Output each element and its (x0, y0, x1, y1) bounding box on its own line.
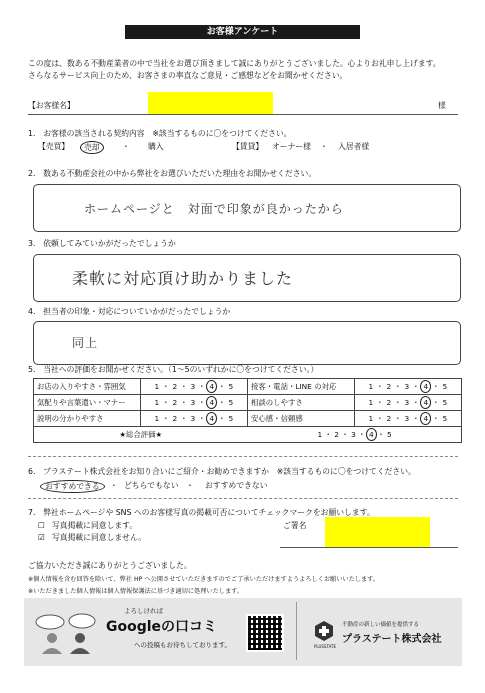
q7-checkbox-2[interactable]: ☑ (38, 533, 45, 542)
rating-scale[interactable] (355, 379, 462, 395)
scale-prefix: 1 ・ 2 ・ 3 ・ (368, 414, 420, 423)
q1-rent-label: 【賃貸】 (232, 142, 264, 151)
footer-sub-text: への投稿もお待ちしております。 (134, 641, 231, 649)
scale-suffix: ・ 5 (377, 430, 392, 439)
q4-answer-box[interactable] (33, 321, 461, 365)
q2-answer: ホームページと 対面で印象が良かったから (84, 202, 344, 216)
q3-answer-box[interactable] (33, 254, 461, 302)
intro-line-2: さらなるサービス向上のため、お客さまの率直なご意見・ご感想などをお聞かせください。 (28, 71, 348, 80)
scale-suffix: ・ 5 (432, 382, 448, 391)
q3-text: 3. 依頼してみていかがだったでしょうか (28, 239, 176, 248)
q6-opt2[interactable]: どちらでもない (124, 481, 179, 490)
q1-sale-opt1[interactable]: 売却 (80, 141, 104, 154)
customer-label: 【お客様名】 (28, 101, 75, 110)
rating-row (34, 379, 462, 395)
q7-text: 7. 弊社ホームページや SNS へのお客様写真の掲載可否についてチェックマークをお願いします。 (28, 508, 375, 517)
rating-scale[interactable] (355, 411, 462, 427)
scale-prefix: 1 ・ 2 ・ 3 ・ (317, 430, 366, 439)
people-chat-icon (32, 612, 102, 654)
q1-dot-1: ・ (122, 142, 130, 151)
q7-opt2: 写真掲載に同意しません。 (52, 533, 147, 542)
rating-scale[interactable] (141, 395, 248, 411)
q4-text: 4. 担当者の印象・対応についていかがだったでしょうか (28, 307, 231, 316)
selected-rating[interactable]: 4 (420, 380, 431, 393)
q1-sale-opt2[interactable]: 購入 (148, 142, 164, 151)
scale-suffix: ・ 5 (218, 398, 234, 407)
q7-checkbox-1[interactable]: ☐ (38, 521, 45, 530)
scale-prefix: 1 ・ 2 ・ 3 ・ (154, 382, 206, 391)
q1-sale-label: 【売買】 (38, 142, 70, 151)
rating-table (33, 378, 462, 443)
scale-suffix: ・ 5 (218, 414, 234, 423)
name-underline (28, 114, 458, 115)
q4-answer: 同上 (72, 336, 99, 350)
redacted-name (148, 92, 273, 114)
q2-text: 2. 数ある不動産会社の中から弊社をお選びいただいた理由をお聞かせください。 (28, 169, 317, 178)
selected-rating[interactable]: 4 (206, 396, 217, 409)
q7-opt1: 写真掲載に同意します。 (52, 521, 138, 530)
scale-prefix: 1 ・ 2 ・ 3 ・ (154, 414, 206, 423)
q6-dot: ・ (186, 481, 194, 490)
rating-label: 気配りや言葉遣い・マナー (34, 395, 141, 411)
selected-rating[interactable]: 4 (420, 412, 431, 425)
signature-label: ご署名 (283, 521, 307, 530)
rating-label: 説明の分かりやすさ (34, 411, 141, 427)
selected-rating[interactable]: 4 (206, 380, 217, 393)
overall-label: ★総合評価★ (34, 427, 248, 443)
scale-suffix: ・ 5 (218, 382, 234, 391)
customer-suffix: 様 (438, 101, 446, 110)
google-review-banner[interactable] (24, 598, 462, 666)
q6-opt1[interactable]: おすすめできる (40, 480, 105, 493)
thanks-text: ご協力いただき誠にありがとうございました。 (28, 561, 192, 570)
logo-small-text: PLUSSTATE (314, 644, 336, 649)
q6-text: 6. プラステート株式会社をお知り合いにご紹介・お勧めできますか ※該当するものに〇をつけてください。 (28, 467, 416, 476)
note-1: ※個人情報を含む回答を除いて、弊社 HP へ公開させていただきますのでご了承いただけますようよろしくお願いいたします。 (28, 576, 380, 583)
redacted-signature (325, 517, 430, 547)
selected-rating[interactable]: 4 (206, 412, 217, 425)
overall-row (34, 427, 462, 443)
q1-text: 1. お客様の該当される契約内容 ※該当するものに〇をつけてください。 (28, 129, 292, 138)
tagline: 不動産の新しい価値を提供する (342, 622, 420, 628)
survey-title: お客様アンケート (125, 25, 360, 39)
q5-text: 5. 当社への評価をお聞かせください。（1〜5のいずれかに〇をつけてください。） (28, 365, 319, 374)
scale-prefix: 1 ・ 2 ・ 3 ・ (368, 382, 420, 391)
note-2: ※いただきました個人情報は個人情報保護法に基づき適切に処理いたします。 (28, 588, 244, 595)
selected-rating[interactable]: 4 (420, 396, 431, 409)
selected-overall-rating[interactable]: 4 (366, 428, 377, 441)
rating-scale[interactable] (355, 395, 462, 411)
google-review-title: Googleの口コミ (106, 619, 218, 635)
rating-row (34, 395, 462, 411)
scale-suffix: ・ 5 (432, 414, 448, 423)
intro-line-1: この度は、数ある不動産業者の中で当社をお選び頂きまして誠にありがとうございました。心よりお礼申し上げます。 (28, 59, 441, 68)
q1-dot-2: ・ (320, 142, 328, 151)
q3-answer: 柔軟に対応頂け助かりました (72, 269, 294, 288)
footer-divider (296, 602, 297, 660)
rating-label: 接客・電話・LINE の対応 (248, 379, 355, 395)
company-name: プラステート株式会社 (342, 634, 442, 645)
divider (28, 498, 458, 499)
qr-code[interactable] (246, 614, 284, 652)
q1-rent-opt1[interactable]: オーナー様 (272, 142, 311, 151)
plusstate-logo-icon (314, 620, 334, 642)
divider (28, 456, 458, 457)
rating-label: お店の入りやすさ・雰囲気 (34, 379, 141, 395)
rating-label: 安心感・信頼感 (248, 411, 355, 427)
rating-row (34, 411, 462, 427)
scale-prefix: 1 ・ 2 ・ 3 ・ (368, 398, 420, 407)
rating-label: 相談のしやすさ (248, 395, 355, 411)
footer-small-text: よろしければ (124, 607, 163, 615)
q2-answer-box[interactable] (33, 184, 461, 232)
overall-scale[interactable] (248, 427, 462, 443)
q6-dot: ・ (110, 481, 118, 490)
scale-suffix: ・ 5 (432, 398, 448, 407)
q6-opt3[interactable]: おすすめできない (205, 481, 268, 490)
q1-rent-opt2[interactable]: 入居者様 (338, 142, 370, 151)
scale-prefix: 1 ・ 2 ・ 3 ・ (154, 398, 206, 407)
signature-underline (280, 547, 458, 548)
rating-scale[interactable] (141, 411, 248, 427)
rating-scale[interactable] (141, 379, 248, 395)
